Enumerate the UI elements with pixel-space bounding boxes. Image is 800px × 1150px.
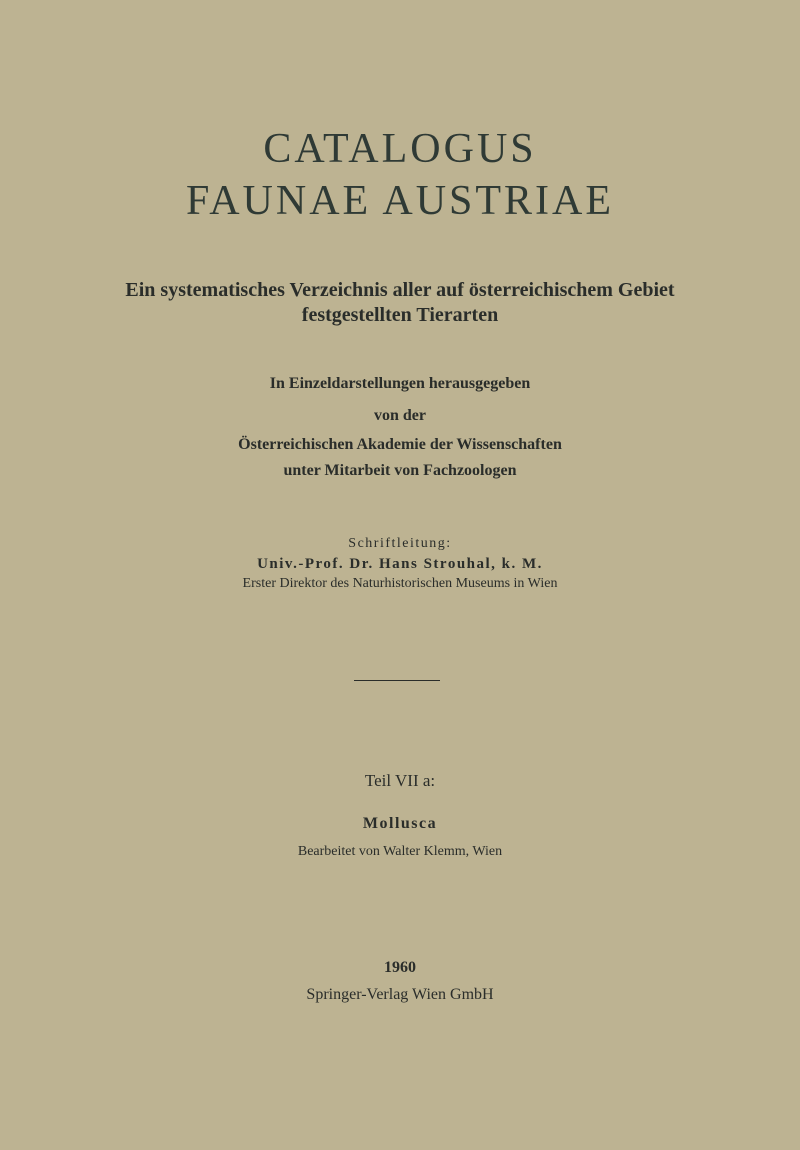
title-line-1: CATALOGUS [263,126,537,172]
part-number: Teil VII a: [364,771,436,790]
editor-title: Erster Direktor des Naturhistorischen Museums in Wien [242,576,558,591]
editor-name: Univ.-Prof. Dr. Hans Strouhal, k. M. [257,556,543,572]
editor-label: Schriftleitung: [348,536,452,551]
author-line: Bearbeitet von Walter Klemm, Wien [297,844,503,859]
subtitle-line-2: festgestellten Tierarten [301,304,499,326]
published-line-4: unter Mitarbeit von Fachzoologen [283,462,517,479]
published-line-2: von der [374,407,426,424]
taxon-title: Mollusca [362,815,438,832]
published-line-3: Österreichischen Akademie der Wissenschaften [238,436,562,453]
divider [354,680,440,681]
publication-year: 1960 [384,959,416,976]
title-line-2: FAUNAE AUSTRIAE [185,178,615,224]
published-line-1: In Einzeldarstellungen herausgegeben [269,375,531,392]
subtitle-line-1: Ein systematisches Verzeichnis aller auf österreichischem Gebiet [125,279,675,301]
publisher-name: Springer-Verlag Wien GmbH [306,986,494,1003]
